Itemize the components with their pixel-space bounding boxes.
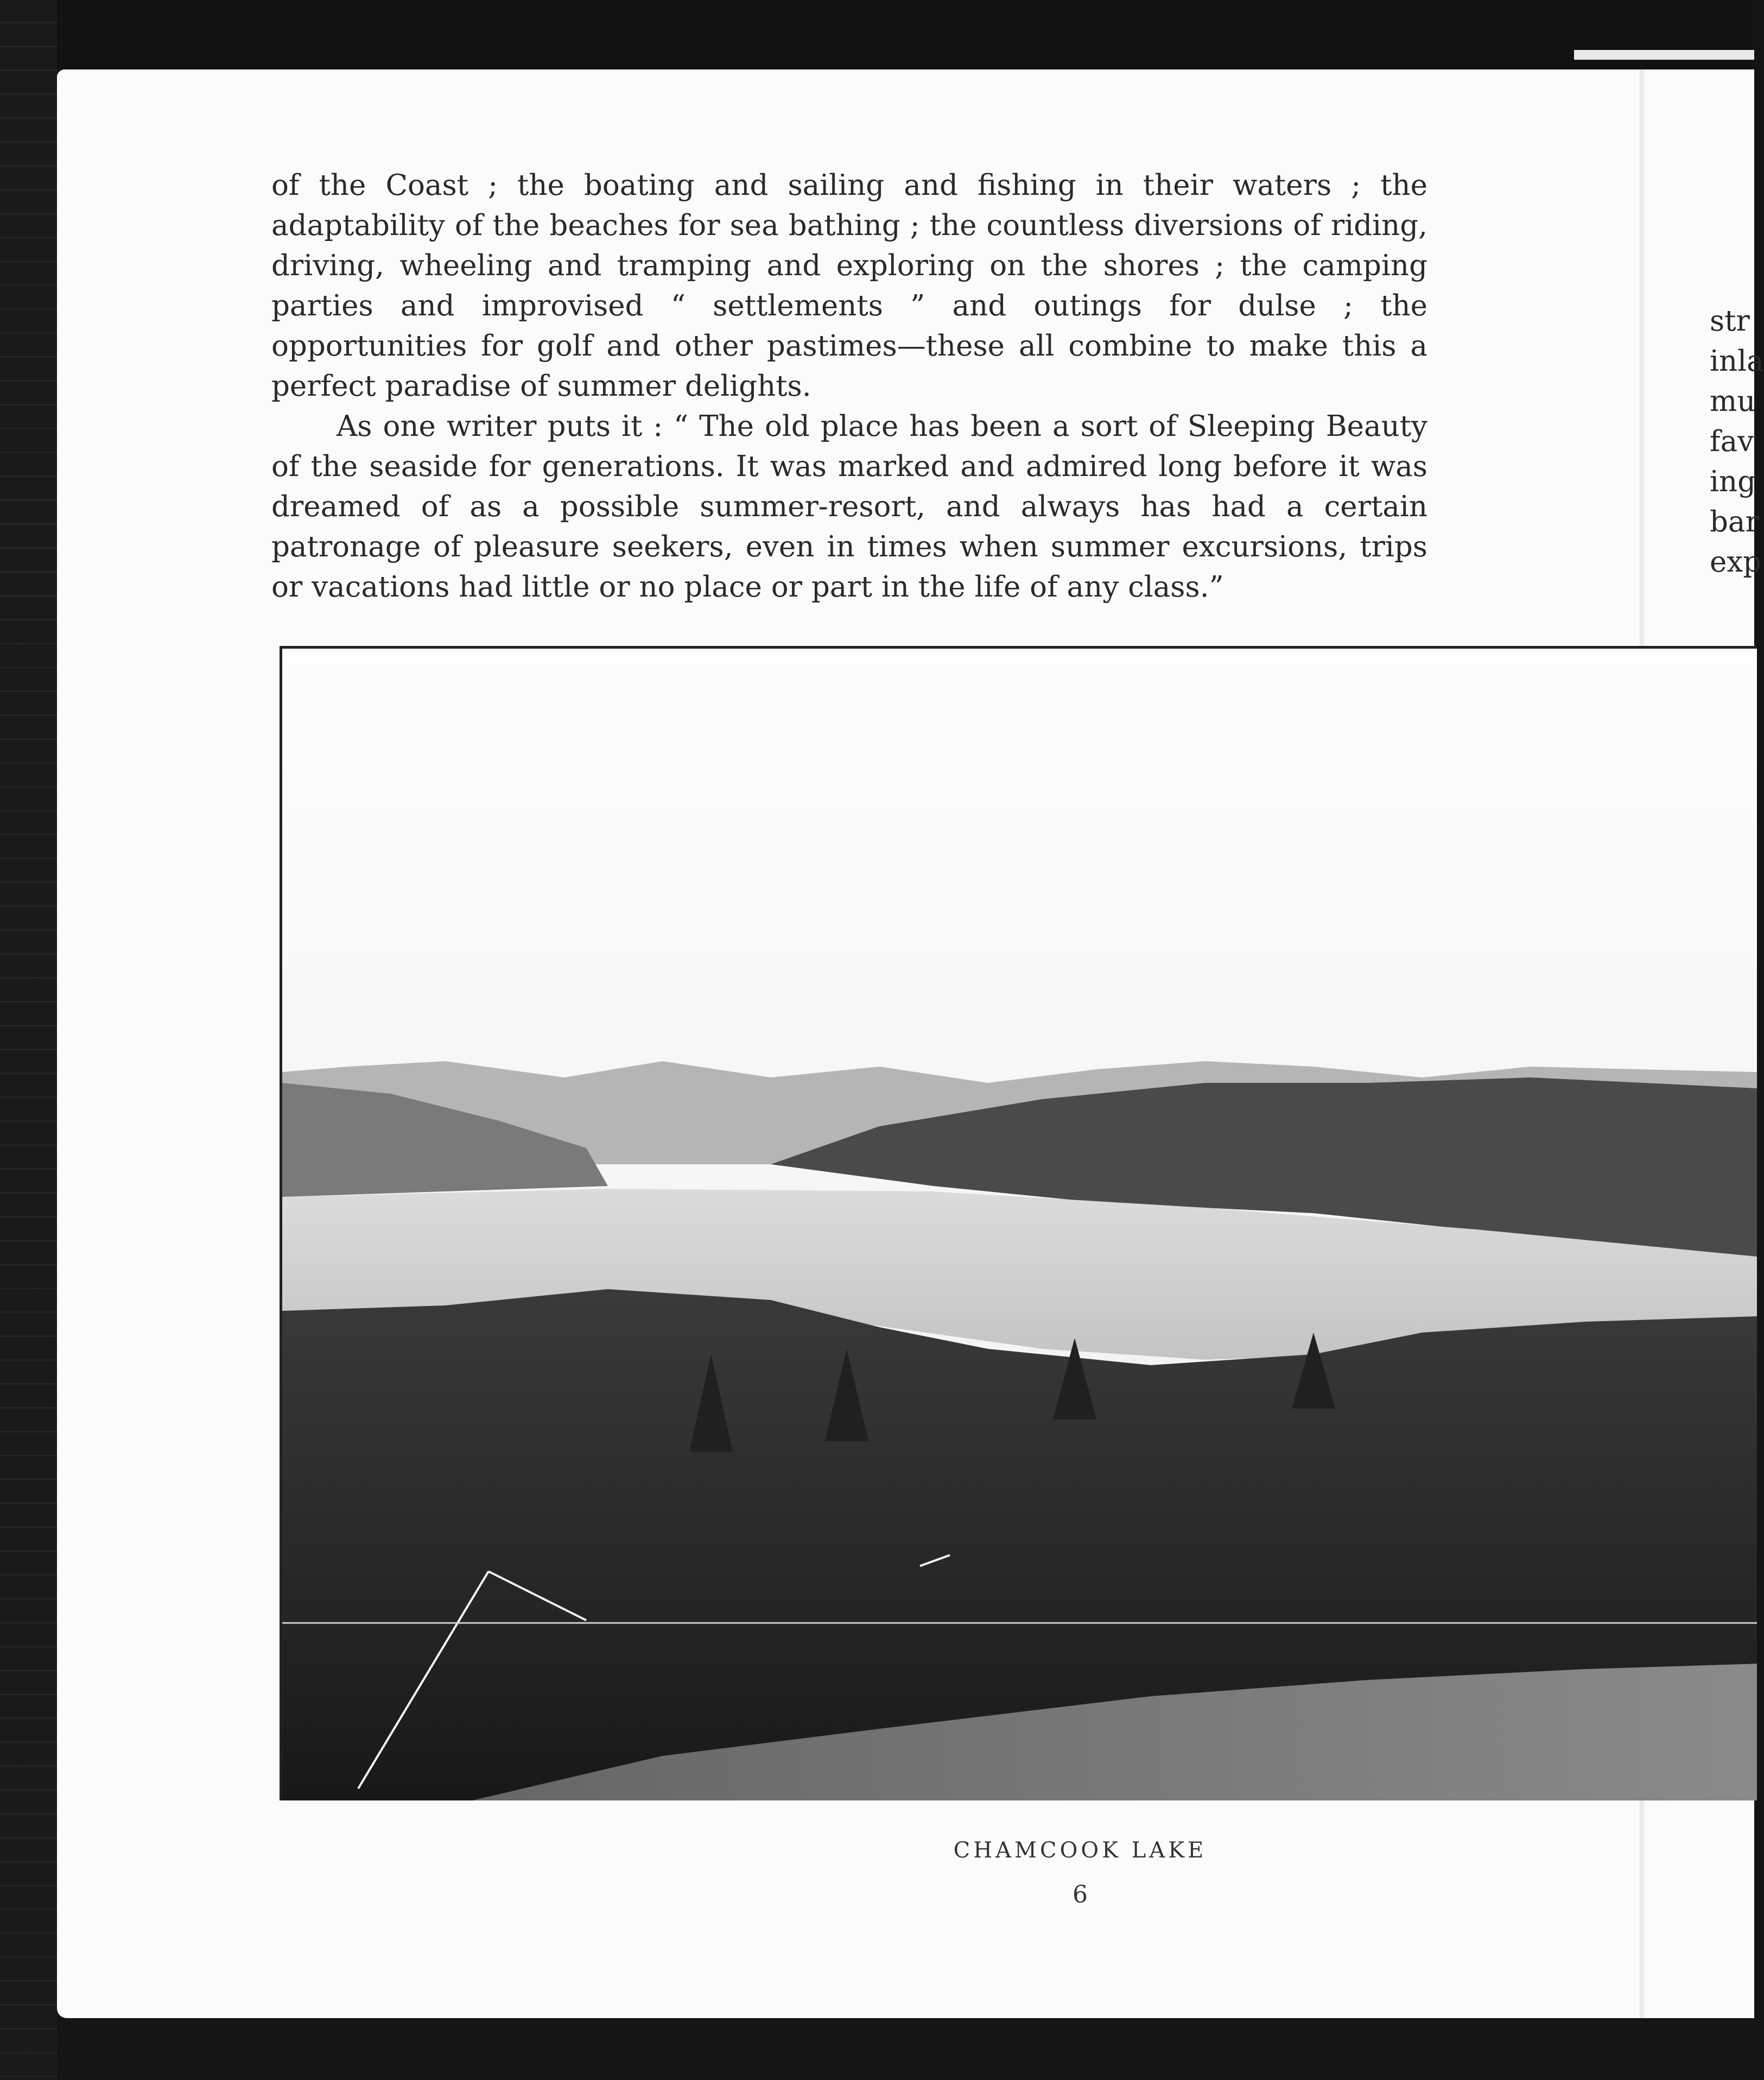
next-page-top-edge	[1574, 50, 1754, 60]
next-page-fragment: bar	[1710, 505, 1759, 538]
scan-left-border	[0, 0, 57, 2080]
paragraph-1: of the Coast ; the boating and sailing and fishing in their waters ; the adaptability of the beaches for sea bathing ; the countless diversions of riding, driving, wheeling and tramping and exploring on the shores ; the camping parties and improvised “ settlements ” and outings for dulse ; the opportunities for golf and other pastimes—these all combine to make this a perfect paradise of summer delights.	[271, 169, 1427, 403]
lake-landscape-image	[282, 649, 1757, 1800]
body-text	[271, 166, 1427, 607]
scan-top-border	[0, 0, 1754, 69]
next-page-fragment: mu	[1710, 385, 1756, 418]
next-page-fragment: fav	[1710, 425, 1754, 458]
next-page-fragment: ing	[1710, 465, 1756, 498]
next-page-fragment: str	[1710, 305, 1750, 338]
lake-photograph	[280, 646, 1757, 1800]
photo-caption: CHAMCOOK LAKE	[953, 1838, 1207, 1863]
paragraph-2: As one writer puts it : “ The old place has been a sort of Sleeping Beauty of the seaside for generations. It was marked and admired long before it was dreamed of as a possible summer-resort, and always has had a certain patronage of pleasure seekers, even in times when summer excursions, trips or vacations had little or no place or part in the life of any class.”	[271, 410, 1427, 604]
next-page-fragment: inla	[1710, 345, 1764, 378]
page-number: 6	[1073, 1881, 1088, 1908]
next-page-fragment: exp	[1710, 546, 1762, 579]
next-page-cropped-text	[1710, 301, 1764, 582]
